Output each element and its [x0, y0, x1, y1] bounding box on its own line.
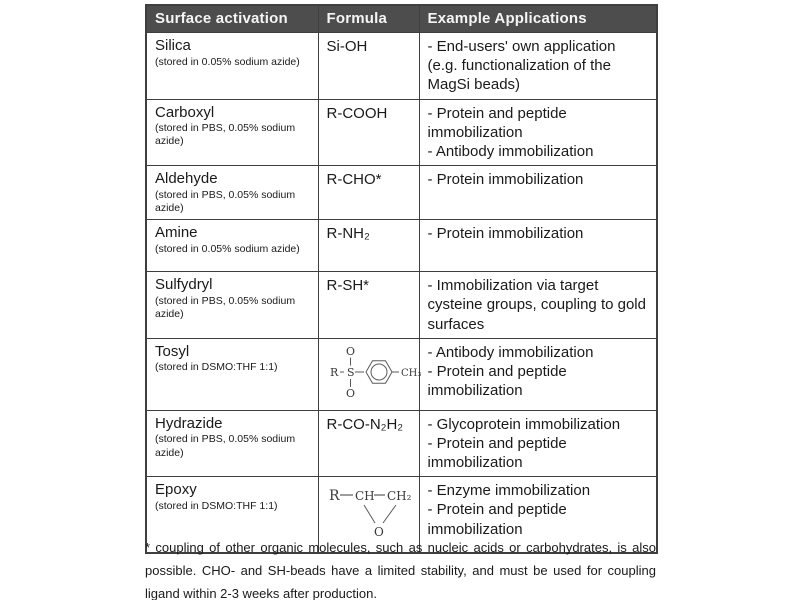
epoxy-ch2-label: CH₂	[386, 489, 411, 504]
cell-activation-aldehyde	[146, 166, 318, 220]
applications-list	[428, 170, 649, 189]
epoxy-o-label: O	[373, 525, 384, 540]
storage-note: (stored in PBS, 0.05% sodium azide)	[155, 294, 296, 320]
tosyl-r-label: R	[329, 365, 338, 379]
table-row	[146, 166, 657, 220]
storage-note: (stored in DSMO:THF 1:1)	[155, 500, 278, 512]
table-row	[146, 99, 657, 166]
cell-applications-carboxyl	[419, 99, 657, 166]
cell-formula-aldehyde	[318, 166, 419, 220]
cell-activation-tosyl	[146, 338, 318, 410]
cell-applications-aldehyde	[419, 166, 657, 220]
cell-formula-sulfydryl	[318, 272, 419, 339]
activation-name: Carboxyl	[155, 103, 215, 121]
application-item: - Protein and peptide immobilization	[427, 434, 567, 472]
storage-note: (stored in PBS, 0.05% sodium azide)	[155, 122, 296, 148]
tosyl-s-label: S	[346, 365, 355, 379]
activation-name: Tosyl	[155, 342, 190, 360]
storage-note: (stored in DSMO:THF 1:1)	[155, 361, 278, 374]
table-row	[146, 410, 657, 477]
formula-text: Si-OH	[326, 38, 368, 55]
table-header-row	[146, 5, 657, 33]
table-row	[146, 33, 657, 100]
epoxy-ch-label: CH	[354, 489, 375, 504]
cell-applications-sulfydryl	[419, 272, 657, 339]
application-item: - Enzyme immobilization	[427, 482, 591, 500]
cell-activation-sulfydryl	[146, 272, 318, 339]
activation-name: Epoxy	[155, 481, 197, 499]
table-row	[146, 220, 657, 272]
applications-list	[428, 343, 649, 401]
cell-activation-amine	[146, 220, 318, 272]
formula-text: R-CHO*	[326, 171, 382, 189]
storage-note: (stored in 0.05% sodium azide)	[155, 55, 300, 68]
tosyl-structure-image	[327, 343, 423, 401]
table-row	[146, 272, 657, 339]
application-item: - Antibody immobilization	[427, 142, 594, 160]
epoxy-r-label: R	[328, 488, 340, 505]
formula-text: R-SH*	[326, 277, 370, 295]
cell-formula-silica	[318, 33, 419, 100]
cell-activation-carboxyl	[146, 99, 318, 166]
storage-note: (stored in PBS, 0.05% sodium azide)	[155, 433, 296, 459]
header-formula: Formula	[318, 5, 419, 33]
application-item: - Antibody immobilization	[427, 343, 594, 361]
header-surface-activation: Surface activation	[146, 5, 318, 33]
tosyl-o-top-label: O	[345, 344, 355, 358]
formula-text: R-CO-N₂H₂	[326, 415, 404, 433]
activation-name: Silica	[155, 37, 191, 54]
storage-note: (stored in 0.05% sodium azide)	[155, 242, 300, 255]
cell-formula-carboxyl	[318, 99, 419, 166]
epoxy-structure-image	[327, 481, 427, 539]
cell-applications-tosyl	[419, 338, 657, 410]
table-footnote: * coupling of other organic molecules, such as nucleic acids or carbohydrates, is also possible. CHO- and SH-beads have a limited stability, and must be used for coupling ligand within 2-3 weeks after production.	[145, 540, 656, 600]
applications-list	[428, 276, 649, 334]
applications-list	[428, 415, 649, 473]
storage-note: (stored in PBS, 0.05% sodium azide)	[155, 188, 296, 214]
formula-text: R-COOH	[326, 104, 388, 122]
activation-name: Amine	[155, 224, 198, 242]
cell-applications-silica	[419, 33, 657, 100]
application-item: - Protein immobilization	[427, 225, 584, 243]
cell-activation-hydrazide	[146, 410, 318, 477]
activation-name: Aldehyde	[155, 170, 218, 188]
application-item: - Protein and peptide immobilization	[427, 362, 567, 400]
cell-formula-amine	[318, 220, 419, 272]
formula-text: R-NH₂	[326, 225, 370, 243]
surface-activation-table-wrapper	[145, 4, 656, 554]
activation-name: Hydrazide	[155, 414, 223, 432]
applications-list	[428, 481, 649, 539]
cell-formula-hydrazide	[318, 410, 419, 477]
applications-list	[428, 104, 649, 162]
cell-applications-hydrazide	[419, 410, 657, 477]
application-item: - Glycoprotein immobilization	[427, 415, 621, 433]
tosyl-ch3-label: CH₃	[400, 367, 421, 379]
application-item: - End-users' own application (e.g. functionalization of the MagSi beads)	[427, 38, 616, 94]
tosyl-o-bottom-label: O	[345, 386, 355, 400]
table-row	[146, 338, 657, 410]
cell-formula-tosyl	[318, 338, 419, 410]
header-example-applications: Example Applications	[419, 5, 657, 33]
application-item: - Immobilization via target cysteine groups, coupling to gold surfaces	[427, 277, 646, 333]
application-item: - Protein immobilization	[427, 171, 584, 189]
cell-applications-amine	[419, 220, 657, 272]
cell-activation-silica	[146, 33, 318, 100]
application-item: - Protein and peptide immobilization	[427, 104, 567, 141]
activation-name: Sulfydryl	[155, 276, 213, 294]
application-item: - Protein and peptide immobilization	[427, 501, 567, 538]
applications-list	[428, 37, 649, 95]
applications-list	[428, 224, 649, 243]
surface-activation-table	[145, 4, 658, 554]
